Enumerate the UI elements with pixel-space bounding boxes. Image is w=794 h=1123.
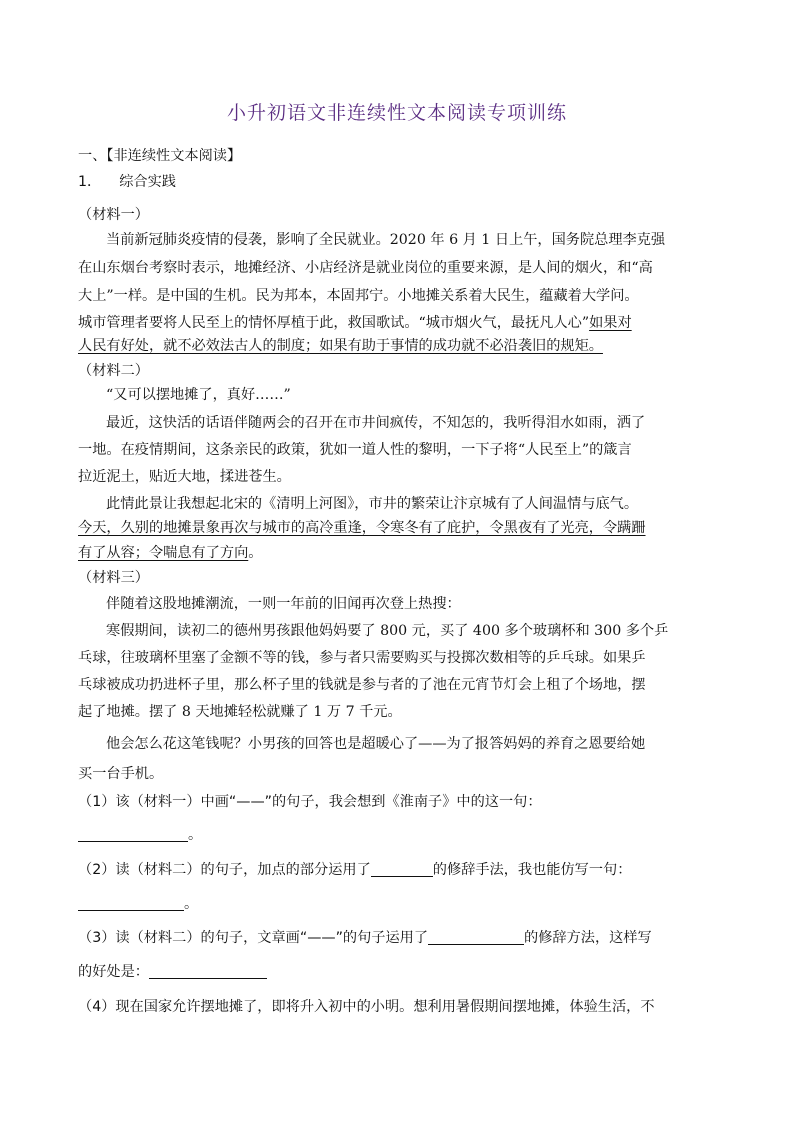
sentence-end: 。: [248, 545, 263, 561]
question-3-text: 的修辞方法，这样写: [524, 930, 652, 946]
underlined-sentence: 如果对: [589, 315, 632, 331]
question-2-text: 的修辞手法，我也能仿写一句：: [432, 862, 632, 878]
material-1-line: 当前新冠肺炎疫情的侵袭，影响了全民就业。2020 年 6 月 1 日上午，国务院总理李克强: [106, 232, 666, 248]
sentence-end: 。: [184, 896, 199, 912]
answer-blank[interactable]: [78, 894, 184, 911]
question-2-text: （2）读（材料二）的句子，加点的部分运用了: [78, 862, 371, 878]
material-2-line: 此情此景让我想起北宋的《清明上河图》，市井的繁荣让汴京城有了人间温情与底气。: [106, 496, 639, 512]
material-3-line: 伴随着这股地摊潮流，一则一年前的旧闻再次登上热搜：: [106, 596, 461, 612]
question-4: （4）现在国家允许摆地摊了，即将升入初中的小明。想利用暑假期间摆地摊，体验生活，不: [78, 999, 655, 1015]
material-2-line: “又可以摆地摊了，真好……”: [106, 387, 291, 403]
material-2-line: 最近，这快活的话语伴随两会的召开在市井间疯传，不知怎的，我听得泪水如雨，洒了: [106, 415, 646, 431]
material-3-label: （材料三）: [78, 570, 149, 586]
question-3-text: 的好处是：: [78, 964, 149, 980]
section-heading: 一、【非连续性文本阅读】: [78, 148, 242, 164]
question-1: （1）该（材料一）中画“——”的句子，我会想到《淮南子》中的这一句：: [78, 794, 542, 810]
question-heading: [78, 172, 176, 192]
question-3-text: （3）读（材料二）的句子，文章画“——”的句子运用了: [78, 930, 429, 946]
question-2: [78, 860, 631, 880]
material-1-line: 在山东烟台考察时表示，地摊经济、小店经济是就业岗位的重要来源，是人间的烟火，和“高: [78, 260, 653, 276]
material-3-line: 起了地摊。摆了 8 天地摊轻松就赚了 1 万 7 千元。: [78, 704, 402, 720]
material-2-line: 拉近泥土，贴近大地，揉进苍生。: [78, 469, 291, 485]
page-title: 小升初语文非连续性文本阅读专项训练: [226, 102, 567, 124]
question-3: [78, 928, 652, 948]
question-title: 综合实践: [119, 174, 176, 190]
material-3-line: 乓球，往玻璃杯里塞了金额不等的钱，参与者只需要购买与投掷次数相等的乒乓球。如果乒: [78, 650, 646, 666]
material-3-line: 他会怎么花这笔钱呢？小男孩的回答也是超暖心了——为了报答妈妈的养育之恩要给她: [106, 736, 646, 752]
material-3-line: 寒假期间，读初二的德州男孩跟他妈妈要了 800 元，买了 400 多个玻璃杯和 300 多个乒: [106, 623, 669, 639]
material-1-text: 城市管理者要将人民至上的情怀厚植于此，救国歌试。“城市烟火气，最抚凡人心”: [78, 315, 590, 331]
question-number: 1．: [78, 174, 102, 190]
material-1-line: [78, 313, 632, 333]
sentence-end: 。: [188, 827, 203, 843]
answer-blank[interactable]: [78, 825, 188, 842]
material-1-line: 大上”一样。是中国的生机。民为邦本，本固邦宁。小地摊关系着大民生，蕴藏着大学问。: [78, 288, 639, 304]
material-2-line: [78, 543, 262, 563]
material-3-line: 乓球被成功扔进杯子里，那么杯子里的钱就是参与者的了池在元宵节灯会上租了个场地，摆: [78, 677, 646, 693]
question-3-line: [78, 962, 267, 982]
answer-blank[interactable]: [149, 962, 267, 979]
answer-blank[interactable]: [428, 928, 524, 945]
material-1-label: （材料一）: [78, 207, 149, 223]
material-2-line: 一地。在疫情期间，这条亲民的政策，犹如一道人性的黎明，一下子将“人民至上”的箴言: [78, 442, 632, 458]
underlined-sentence: 今天，久别的地摊景象再次与城市的高冷重逢，令寒冬有了庇护，令黑夜有了光亮，令蹒跚: [78, 520, 646, 536]
underlined-sentence: 人民有好处，就不必效法古人的制度；如果有助于事情的成功就不必沿袭旧的规矩。: [78, 338, 603, 354]
underlined-sentence: 有了从容；令喘息有了方向: [78, 545, 249, 561]
question-1-answer: [78, 825, 202, 845]
material-3-line: 买一台手机。: [78, 766, 164, 782]
answer-blank[interactable]: [371, 860, 433, 877]
question-2-answer: [78, 894, 198, 914]
material-2-label: （材料二）: [78, 363, 149, 379]
